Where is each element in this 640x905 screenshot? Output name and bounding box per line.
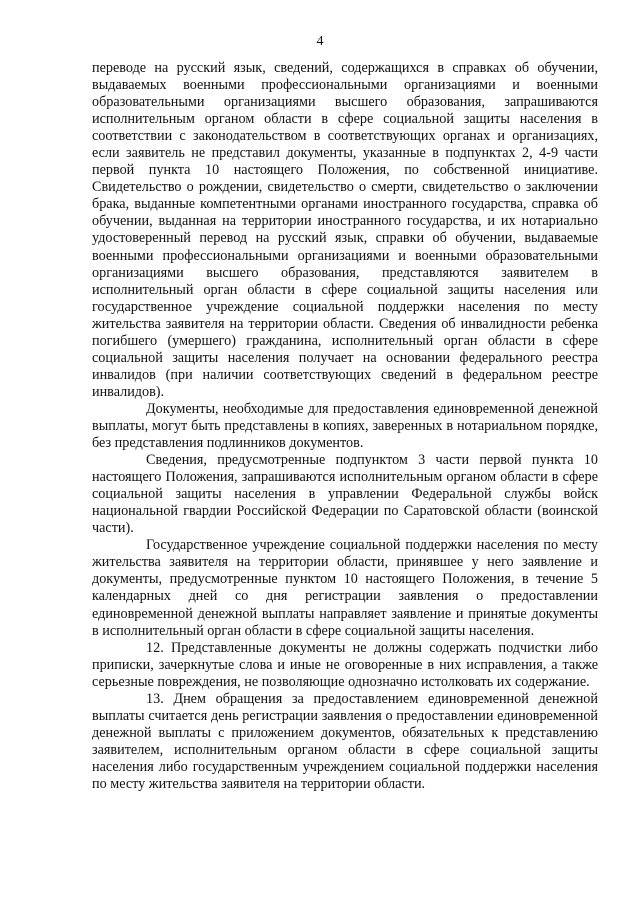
paragraph-documents-copies: Документы, необходимые для предоставления единовременной денежной выплаты, могут быть представлены в копиях, заверенных в нотариальном порядке, без представления подлинников документов. bbox=[92, 400, 598, 452]
paragraph-continuation: переводе на русский язык, сведений, содержащихся в справках об обучении, выдаваемых военными профессиональными организациями и военными образовательными организациями высшего образования, запрашиваются исполнительным органом области в сфере социальной защиты населения в соответствии с законодательством в соответствующих органах и организациях, если заявитель не представил документы, указанные в подпунктах 2, 4-9 части первой пункта 10 настоящего Положения, по собственной инициативе. Свидетельство о рождении, свидетельство о смерти, свидетельство о заключении брака, выданные компетентными органами иностранного государства, справка об обучении, выданная на территории иностранного государства, и их нотариально удостоверенный перевод на русский язык, справки об обучении, выдаваемые военными профессиональными организациями и военными образовательными организациями высшего образования, представляются заявителем в исполнительный орган области в сфере социальной защиты населения или государственное учреждение социальной поддержки населения по месту жительства заявителя на территории области. Сведения об инвалидности ребенка погибшего (умершего) гражданина, исполнительный орган области в сфере социальной защиты населения получает на основании федерального реестра инвалидов (при наличии соответствующих сведений в федеральном реестре инвалидов). bbox=[92, 60, 598, 400]
paragraph-national-guard-info: Сведения, предусмотренные подпунктом 3 части первой пункта 10 настоящего Положения, запрашиваются исполнительным органом области в сфере социальной защиты населения в управлении Федеральной службы войск национальной гвардии Российской Федерации по Саратовской области (воинской части). bbox=[92, 452, 598, 537]
document-body bbox=[92, 60, 598, 793]
paragraph-state-institution: Государственное учреждение социальной поддержки населения по месту жительства заявителя на территории области, принявшее у него заявление и документы, предусмотренные пунктом 10 настоящего Положения, в течение 5 календарных дней со дня регистрации заявления о предоставлении единовременной денежной выплаты направляет заявление и принятые документы в исполнительный орган области в сфере социальной защиты населения. bbox=[92, 537, 598, 639]
paragraph-item-13: 13. Днем обращения за предоставлением единовременной денежной выплаты считается день регистрации заявления о предоставлении единовременной денежной выплаты с приложением документов, обязательных к представлению заявителем, исполнительным органом области в сфере социальной защиты населения либо государственным учреждением социальной поддержки населения по месту жительства заявителя на территории области. bbox=[92, 690, 598, 792]
paragraph-item-12: 12. Представленные документы не должны содержать подчистки либо приписки, зачеркнутые слова и иные не оговоренные в них исправления, а также серьезные повреждения, не позволяющие однозначно истолковать их содержание. bbox=[92, 639, 598, 690]
page-number: 4 bbox=[316, 34, 324, 49]
